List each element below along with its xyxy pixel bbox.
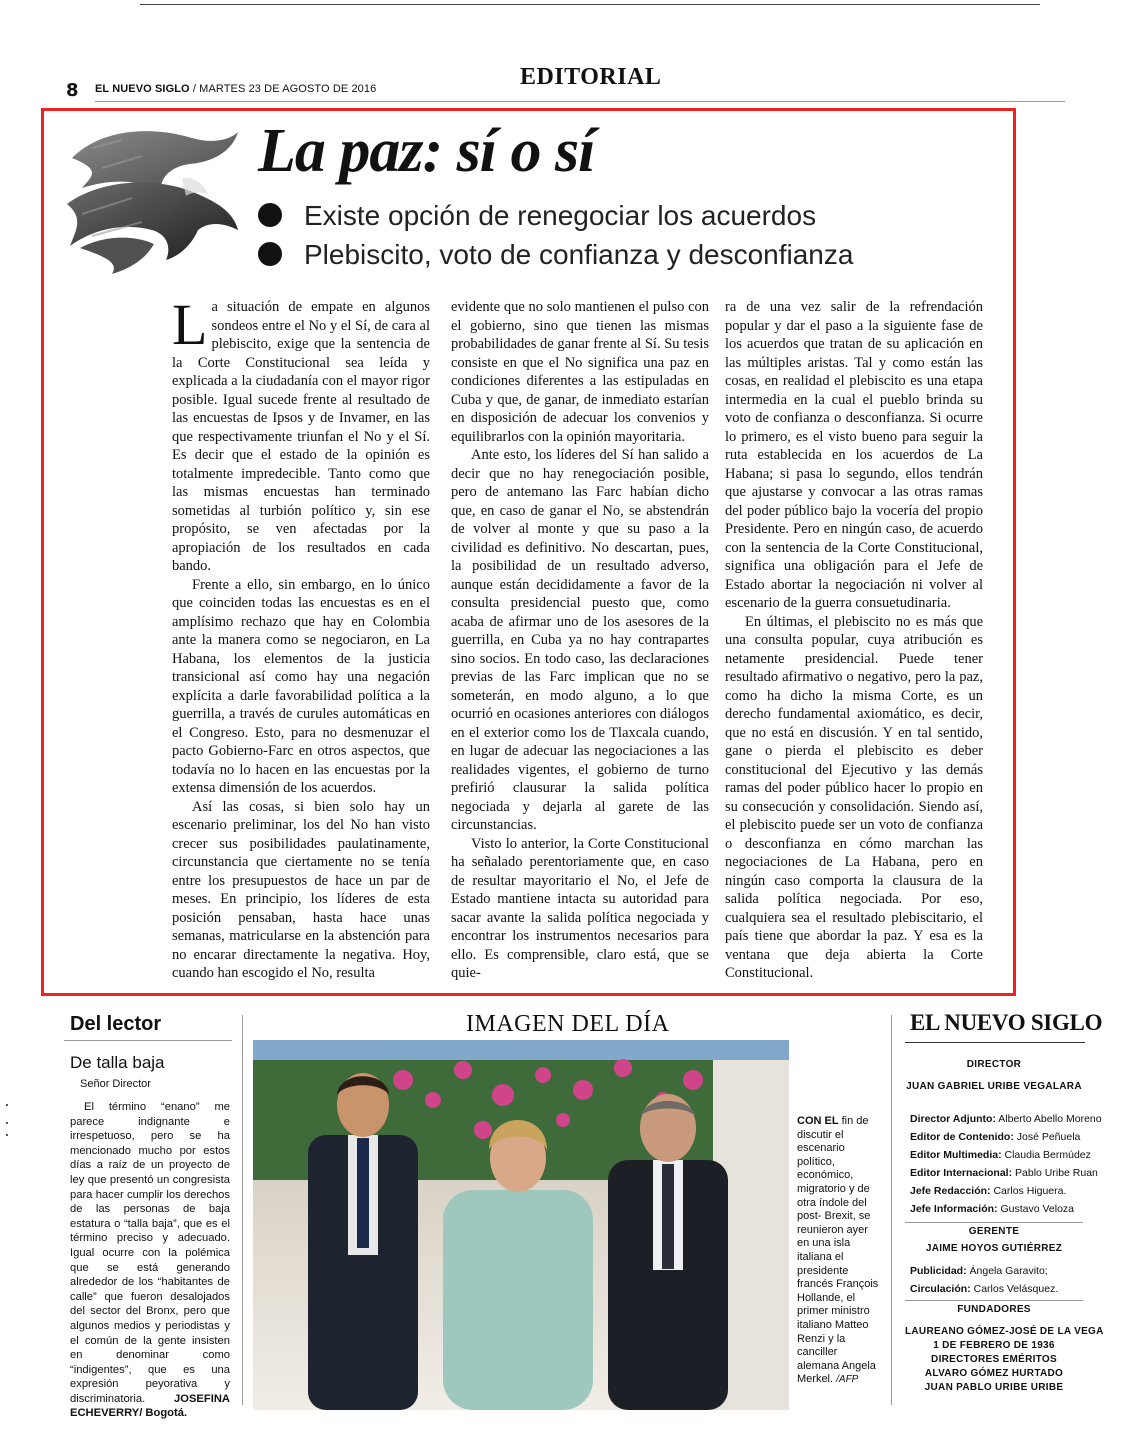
masthead-small: [95, 83, 376, 95]
staff-role: Editor de Contenido: José Peñuela: [910, 1131, 1081, 1143]
section-title: EDITORIAL: [520, 64, 662, 90]
letter-salutation: Señor Director: [80, 1078, 151, 1090]
staff-role: Editor Internacional: Pablo Uribe Ruan: [910, 1167, 1098, 1179]
subhead-1: [258, 200, 816, 232]
article-paragraph: Visto lo anterior, la Corte Constitucional ha señalado perentoriamente que, en caso de resultar mayoritario el No, el Jefe de Estado mantiene intacta su autoridad para sacar avante la salida política negociada y encontrar los instrumentos necesarios para ello. Es comprensible, claro está, que se quie-: [451, 835, 709, 981]
article-paragraph: [172, 292, 430, 576]
caption-text: fin de discutir el escenario político, económico, migratorio y de otra índole del post- Brexit, se reunieron ayer en una isla italiana el presidente francés François Hollande, el primer ministro italiano Matteo Renzi y la canciller alemana Angela Merkel.: [797, 1115, 879, 1386]
emerito-name: JUAN PABLO URIBE URIBE: [924, 1382, 1064, 1393]
photo-credit: /AFP: [836, 1374, 859, 1386]
founding-date: 1 DE FEBRERO DE 1936: [933, 1340, 1055, 1351]
image-section-title: IMAGEN DEL DÍA: [466, 1011, 670, 1037]
bullet-icon: [258, 242, 282, 266]
photo-caption: [797, 1115, 879, 1387]
top-rule: [140, 4, 1040, 5]
fundadores-label: FUNDADORES: [957, 1304, 1031, 1315]
news-photo: [253, 1040, 789, 1410]
emeritos-label: DIRECTORES EMÉRITOS: [931, 1354, 1057, 1365]
column-divider: [242, 1015, 243, 1405]
article-column-2: [451, 298, 709, 983]
column-divider: [891, 1015, 892, 1405]
staff-rule: [905, 1222, 1083, 1223]
subhead-text: Existe opción de renegociar los acuerdos: [304, 200, 817, 231]
bullet-icon: [258, 203, 282, 227]
subhead-text: Plebiscito, voto de confianza y desconfianza: [304, 239, 854, 270]
fundadores-names: LAUREANO GÓMEZ-JOSÉ DE LA VEGA: [905, 1326, 1104, 1337]
gerente-label: GERENTE: [968, 1226, 1020, 1237]
issue-date: / MARTES 23 DE AGOSTO DE 2016: [189, 83, 377, 95]
letter-signature: JOSEFINA ECHEVERRY/ Bogotá.: [70, 1392, 230, 1420]
horses-icon: [62, 118, 242, 286]
article-paragraph: En últimas, el plebiscito no es más que una consulta popular, cuya atribución es netamente presidencial. Puede tener resultado afirmativo o negativo, pero la paz, como ha dicho la misma Corte, es un derecho fundamental axiomático, es decir, que no está en discusión. Y en tal sentido, gane o pierda el plebiscito es deber constitucional del Ejecutivo y las demás ramas del poder público hacer lo propio en su consecución y consolidación. Siendo así, el plebiscito puede ser un voto de confianza o desconfianza en cómo marchan las negociaciones de La Habana, pero en ningún caso comporta la clausura de la salida política negociada. Por eso, cualquiera sea el resultado plebiscitario, el país tiene que abordar la paz. Y esa es la ventana que deja abierta la Corte Constitucional.: [725, 613, 983, 981]
headline: La paz: sí o sí: [258, 117, 595, 185]
director-name: JUAN GABRIEL URIBE VEGALARA: [906, 1081, 1082, 1092]
drop-cap: L: [172, 292, 208, 357]
letter-text: El término “enano” me parece indignante e irrespetuoso, pero se ha mencionado mucho por estos días a raíz de un proyecto de ley que presentó un congresista para hacer cumplir los derechos de las personas de baja estatura o “talla baja”, que es el término preciso y adecuado. Igual ocurre con la polémica que se está generando alrededor de los “habitantes de calle” que fueron desalojados del sector del Bronx, pero que algunos medios y periodistas y el común de la gente insisten en denominar como “indigentes”, que es una expresión peyorativa y discriminatoria.: [70, 1101, 230, 1405]
article-column-1: [172, 292, 430, 983]
gerente-name: JAIME HOYOS GUTIÉRREZ: [925, 1243, 1063, 1254]
lector-rule: [64, 1040, 232, 1041]
letter-title: De talla baja: [70, 1053, 165, 1072]
staff-paper-name: EL NUEVO SIGLO: [910, 1010, 1103, 1035]
letter-body: [70, 1100, 230, 1421]
staff-role: Director Adjunto: Alberto Abello Moreno: [910, 1113, 1102, 1125]
staff-rule: [905, 1042, 1085, 1043]
staff-role: Jefe Redacción: Carlos Higuera.: [910, 1185, 1067, 1197]
margin-mark: [6, 1104, 8, 1106]
page-number: 8: [66, 80, 79, 101]
article-paragraph: evidente que no solo mantienen el pulso con el gobierno, sino que tienen las mismas probabilidades de ganar frente al Sí. Su tesis consiste en que el No significa una paz en condiciones diferentes a las estipuladas en Cuba y que, de ganar, de inmediato estarían en disposición de adecuar los convenios y equilibrarlos con la opinión mayoritaria.: [451, 299, 709, 445]
article-paragraph: Así las cosas, si bien solo hay un escenario preliminar, los del No han visto crecer sus posibilidades paulatinamente, circunstancia que ciertamente no se tenía entre los presupuestos de hace un par de meses. En principio, los líderes de esta posición pensaban, hasta hace unas semanas, matricularse en la abstención para no encarar directamente la negativa. Hoy, cuando han escogido el No, resulta: [172, 798, 430, 981]
article-paragraph: ra de una vez salir de la refrendación popular y dar el paso a la siguiente fase de los acuerdos que tratan de su aplicación en las múltiples aristas. Tal y como están las cosas, en realidad el plebiscito es una etapa intermedia en la cual el pueblo brinda su voto de confianza o desconfianza. Si ocurre lo primero, es el visto bueno para seguir la ruta establecida en los acuerdos de La Habana; si pasa lo segundo, ellos tendrán que ajustarse y convocar a las otras ramas del poder público bajo la vocería del propio Presidente. Pero en ningún caso, de acuerdo con la sentencia de la Corte Constitucional, significa una obligación para el Jefe de Estado abortar la negociación ni volver al escenario de la guerra consuetudinaria.: [725, 299, 983, 611]
staff-role: Publicidad: Ángela Garavito;: [910, 1265, 1048, 1277]
paragraph-text: a situación de empate en algunos sondeos entre el No y el Sí, de cara al plebiscito, exige que la sentencia de la Corte Constitucional sea leída y explicada a la ciudadanía con el mayor rigor posible. Igual sucede frente al resultado de las encuestas de Ipsos y de Invamer, en las que respectivamente triunfan el No y el Sí. Es decir que el estado de la opinión es totalmente impredecible. Tanto como que las mismas encuestas han terminado sometidas al turbión político y, sin ese propósito, se ven afectadas por la apropiación de los resultados en cada bando.: [172, 299, 430, 574]
emerito-name: ALVARO GÓMEZ HURTADO: [924, 1368, 1064, 1379]
staff-role: Editor Multimedia: Claudia Bermúdez: [910, 1149, 1091, 1161]
lector-section-title: Del lector: [70, 1013, 162, 1035]
staff-role: Jefe Información: Gustavo Veloza: [910, 1203, 1074, 1215]
staff-role: Circulación: Carlos Velásquez.: [910, 1283, 1059, 1295]
header-rule: [95, 101, 1065, 102]
margin-mark: [6, 1122, 8, 1124]
article-paragraph: Frente a ello, sin embargo, en lo único que coinciden todas las encuestas es en el amplísimo rechazo que hay en Colombia ante la manera como se negociaron, en La Habana, los elementos de la justicia transicional así como hay una negación explícita a darle favorabilidad política a la guerrilla, a través de curules automáticas en el Congreso. Esto, para no desmenuzar el pacto Gobierno-Farc en otros aspectos, que todavía no lo hacen en las encuestas por la extensa dimensión de los acuerdos.: [172, 576, 430, 796]
article-paragraph: Ante esto, los líderes del Sí han salido a decir que no hay renegociación posible, pero de antemano las Farc habían dicho que, en caso de ganar el No, se abstendrán de volver al monte y que su paso a la civilidad es definitivo. No descartan, pues, la posibilidad de un resultado adverso, aunque están decididamente a favor de la consulta presidencial puesto que, como acaba de afirmar uno de los asesores de la guerrilla, en Cuba ya no hay contrapartes sino socios. En todo caso, las declaraciones previas de las Farc implican que no se someterán, en modo alguno, a lo que ocurrió en ocasiones anteriores con diálogos en el exterior como los de Tlaxcala cuando, en lugar de adecuar las negociaciones a las realidades vigentes, el gobierno de turno prefirió clausurar la salida política negociada y dejarla al garete de las circunstancias.: [451, 447, 709, 833]
article-column-3: [725, 298, 983, 983]
caption-lead: CON EL: [797, 1115, 839, 1127]
masthead-name: EL NUEVO SIGLO: [95, 83, 190, 95]
margin-mark: [6, 1134, 8, 1136]
subhead-2: [258, 239, 853, 271]
director-label: DIRECTOR: [966, 1059, 1022, 1070]
staff-rule: [905, 1300, 1083, 1301]
